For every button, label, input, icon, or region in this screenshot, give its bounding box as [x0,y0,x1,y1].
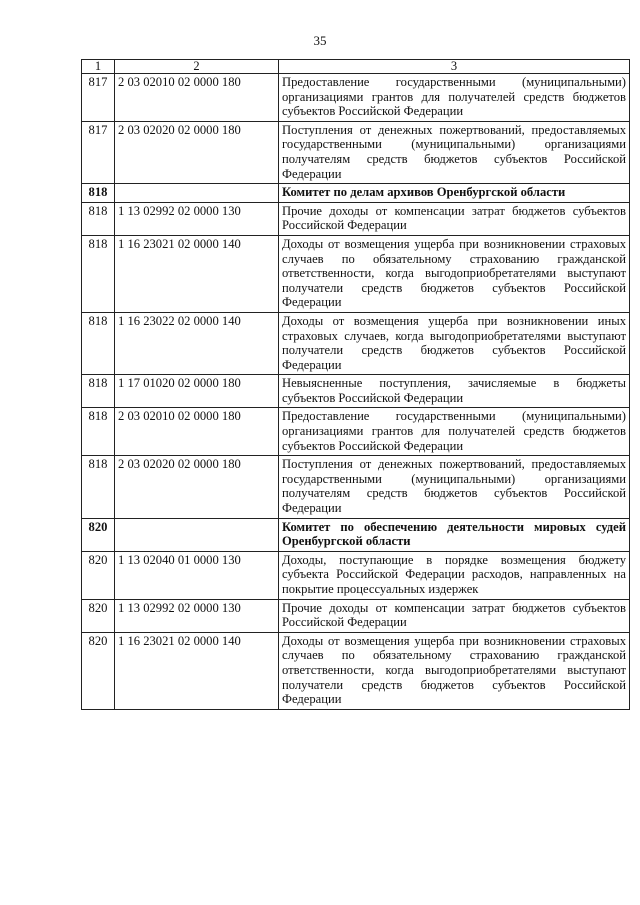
table-row [82,202,630,235]
table-row [82,235,630,312]
admin-code-cell: 817 [82,121,115,183]
table-row [82,599,630,632]
column-header: 2 [115,60,279,74]
revenue-code-cell: 1 13 02992 02 0000 130 [115,202,279,235]
budget-classification-table [81,59,630,710]
revenue-code-cell: 2 03 02010 02 0000 180 [115,74,279,122]
revenue-name-cell: Комитет по делам архивов Оренбургской области [279,184,630,203]
admin-code-cell: 818 [82,375,115,408]
revenue-code-cell: 2 03 02020 02 0000 180 [115,456,279,518]
column-header: 3 [279,60,630,74]
revenue-name-cell: Доходы от возмещения ущерба при возникновении страховых случаев по обязательному страхованию гражданской ответственности, когда выгодоприобретателями выступают получатели средств бюджетов субъектов Российской Федерации [279,235,630,312]
revenue-name-cell: Прочие доходы от компенсации затрат бюджетов субъектов Российской Федерации [279,202,630,235]
revenue-name-cell: Доходы, поступающие в порядке возмещения бюджету субъекта Российской Федерации расходов, направленных на покрытие процессуальных издержек [279,551,630,599]
admin-code-cell: 820 [82,599,115,632]
admin-code-cell: 820 [82,518,115,551]
revenue-name-cell: Невыясненные поступления, зачисляемые в бюджеты субъектов Российской Федерации [279,375,630,408]
admin-code-cell: 818 [82,184,115,203]
column-header: 1 [82,60,115,74]
revenue-code-cell: 2 03 02020 02 0000 180 [115,121,279,183]
revenue-name-cell: Доходы от возмещения ущерба при возникновении страховых случаев по обязательному страхованию гражданской ответственности, когда выгодоприобретателями выступают получатели средств бюджетов субъектов Российской Федерации [279,632,630,709]
revenue-name-cell: Доходы от возмещения ущерба при возникновении иных страховых случаев, когда выгодоприобретателями выступают получатели средств бюджетов субъектов Российской Федерации [279,312,630,374]
revenue-name-cell: Прочие доходы от компенсации затрат бюджетов субъектов Российской Федерации [279,599,630,632]
revenue-code-cell: 1 17 01020 02 0000 180 [115,375,279,408]
admin-code-cell: 818 [82,456,115,518]
admin-code-cell: 818 [82,408,115,456]
revenue-name-cell: Поступления от денежных пожертвований, предоставляемых государственными (муниципальными) организациями получателям средств бюджетов субъектов Российской Федерации [279,456,630,518]
admin-code-cell: 818 [82,202,115,235]
table-header-row [82,60,630,74]
admin-code-cell: 818 [82,235,115,312]
table-row [82,551,630,599]
admin-code-cell: 820 [82,551,115,599]
revenue-name-cell: Поступления от денежных пожертвований, предоставляемых государственными (муниципальными) организациями получателям средств бюджетов субъектов Российской Федерации [279,121,630,183]
revenue-code-cell [115,184,279,203]
admin-code-cell: 818 [82,312,115,374]
page-number: 35 [313,33,327,48]
revenue-code-cell: 1 13 02992 02 0000 130 [115,599,279,632]
revenue-code-cell: 2 03 02010 02 0000 180 [115,408,279,456]
table-row [82,121,630,183]
revenue-code-cell: 1 16 23021 02 0000 140 [115,632,279,709]
table-row [82,632,630,709]
revenue-name-cell: Предоставление государственными (муниципальными) организациями грантов для получателей средств бюджетов субъектов Российской Федерации [279,408,630,456]
table-row [82,74,630,122]
revenue-code-cell: 1 16 23021 02 0000 140 [115,235,279,312]
revenue-name-cell: Предоставление государственными (муниципальными) организациями грантов для получателей средств бюджетов субъектов Российской Федерации [279,74,630,122]
table-row [82,312,630,374]
table-row [82,375,630,408]
revenue-code-cell: 1 13 02040 01 0000 130 [115,551,279,599]
revenue-code-cell [115,518,279,551]
admin-code-cell: 820 [82,632,115,709]
table-row [82,456,630,518]
table-row [82,408,630,456]
admin-code-cell: 817 [82,74,115,122]
section-header-row [82,518,630,551]
revenue-name-cell: Комитет по обеспечению деятельности мировых судей Оренбургской области [279,518,630,551]
section-header-row [82,184,630,203]
revenue-code-cell: 1 16 23022 02 0000 140 [115,312,279,374]
